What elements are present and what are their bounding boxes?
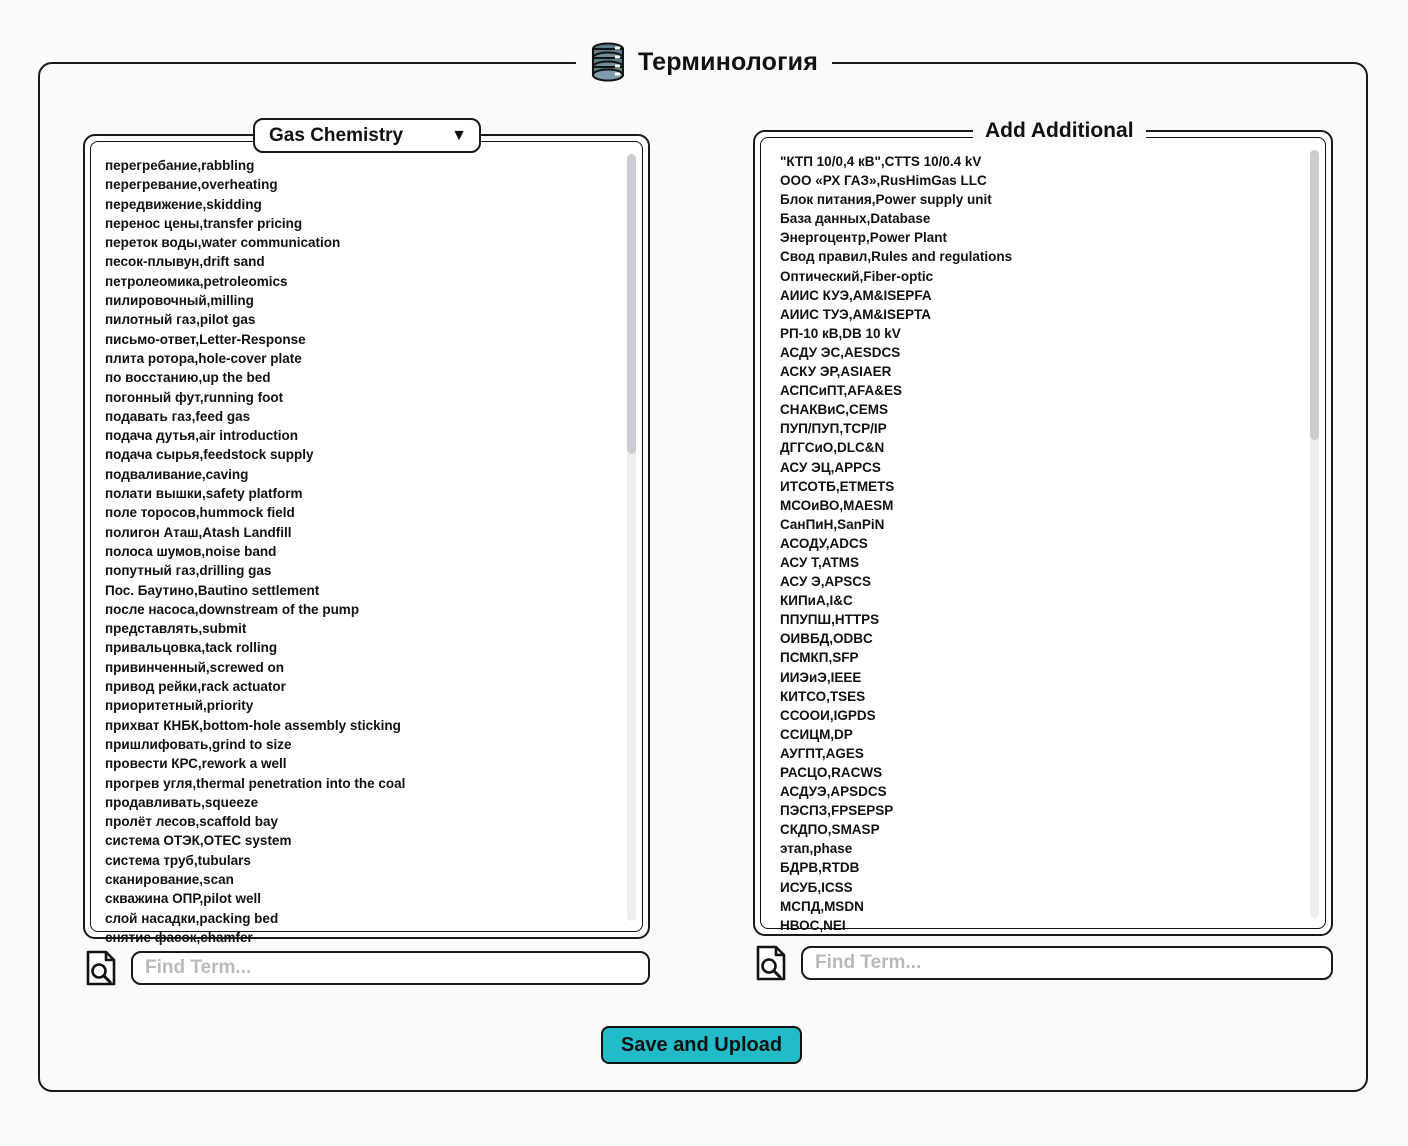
list-item[interactable]: продавливать,squeeze xyxy=(105,794,259,810)
list-item[interactable]: СанПиН,SanPiN xyxy=(780,516,885,532)
terminology-list[interactable] xyxy=(91,142,642,945)
page-title: Терминология xyxy=(637,47,819,76)
left-search-row xyxy=(83,949,650,987)
list-item[interactable]: МСПД,MSDN xyxy=(780,898,864,914)
list-item[interactable]: поле торосов,hummock field xyxy=(105,505,295,521)
list-item[interactable]: "КТП 10/0,4 кВ",CTTS 10/0.4 kV xyxy=(780,154,982,169)
add-additional-panel xyxy=(753,130,1333,936)
list-item[interactable]: прогрев угля,thermal penetration into the coal xyxy=(105,775,406,791)
list-item[interactable]: МСОиВО,MAESM xyxy=(780,497,894,513)
list-item[interactable]: петролеомика,petroleomics xyxy=(105,273,288,289)
list-item[interactable]: полоса шумов,noise band xyxy=(105,543,277,559)
list-item[interactable]: письмо-ответ,Letter-Response xyxy=(105,331,306,347)
list-item[interactable]: Оптический,Fiber-optic xyxy=(780,268,934,284)
search-document-icon[interactable] xyxy=(83,949,121,987)
list-item[interactable]: Свод правил,Rules and regulations xyxy=(780,249,1013,265)
list-item[interactable]: передвижение,skidding xyxy=(105,196,262,212)
add-additional-legend: Add Additional xyxy=(973,119,1146,143)
list-item[interactable]: АИИС ТУЭ,AM&ISEPTA xyxy=(780,306,931,322)
terminology-list-inner xyxy=(90,141,643,945)
list-item[interactable]: РАСЦО,RACWS xyxy=(780,765,883,780)
list-item[interactable]: ПУП/ПУП,TCP/IP xyxy=(780,421,887,437)
right-search-row xyxy=(753,944,1333,982)
category-dropdown-label: Gas Chemistry xyxy=(269,124,404,146)
list-item[interactable]: ООО «РХ ГАЗ»,RusHimGas LLC xyxy=(780,173,987,189)
list-item[interactable]: АУГПТ,AGES xyxy=(780,745,864,761)
list-item[interactable]: СНАКВиС,CEMS xyxy=(780,402,889,418)
list-item[interactable]: ССИЦМ,DP xyxy=(780,726,853,742)
list-item[interactable]: ОИВБД,ODBC xyxy=(780,631,873,647)
list-item[interactable]: подача дутья,air introduction xyxy=(105,428,299,444)
terminology-list-panel xyxy=(83,134,650,945)
list-item[interactable]: пришлифовать,grind to size xyxy=(105,736,292,752)
list-item[interactable]: Пос. Баутино,Bautino settlement xyxy=(105,582,320,598)
list-item[interactable]: полигон Аташ,Atash Landfill xyxy=(105,524,292,540)
list-item[interactable]: БДРВ,RTDB xyxy=(780,860,860,876)
list-item[interactable]: АСДУЭ,APSDCS xyxy=(780,784,887,800)
scrollbar-thumb[interactable] xyxy=(627,154,636,454)
chevron-down-icon: ▼ xyxy=(451,126,467,144)
list-item[interactable]: АСОДУ,ADCS xyxy=(780,535,868,551)
search-input[interactable] xyxy=(801,946,1333,980)
list-item[interactable]: АСКУ ЭР,ASIAER xyxy=(780,364,892,380)
terminology-list-scrollbar[interactable] xyxy=(627,154,636,921)
list-item[interactable]: представлять,submit xyxy=(105,621,247,637)
add-additional-inner xyxy=(760,137,1326,933)
list-item[interactable]: ССООИ,IGPDS xyxy=(780,707,876,723)
list-item[interactable]: перегребание,rabbling xyxy=(105,158,255,173)
list-item[interactable]: погонный фут,running foot xyxy=(105,389,284,405)
list-item[interactable]: пилотный газ,pilot gas xyxy=(105,312,256,328)
list-item[interactable]: привальцовка,tack rolling xyxy=(105,640,278,656)
list-item[interactable]: Энергоцентр,Power Plant xyxy=(780,230,948,246)
list-item[interactable]: перенос цены,transfer pricing xyxy=(105,215,303,231)
list-item[interactable]: после насоса,downstream of the pump xyxy=(105,601,360,617)
list-item[interactable]: привинченный,screwed on xyxy=(105,659,284,675)
list-item[interactable]: ИИЭиЭ,IEEE xyxy=(780,669,862,685)
list-item[interactable]: ПСМКП,SFP xyxy=(780,650,859,666)
list-item[interactable]: подваливание,caving xyxy=(105,466,249,482)
list-item[interactable]: КИПиА,I&C xyxy=(780,593,853,609)
list-item[interactable]: перегревание,overheating xyxy=(105,177,278,193)
list-item[interactable]: прихват КНБК,bottom-hole assembly sticking xyxy=(105,717,401,733)
list-item[interactable]: полати вышки,safety platform xyxy=(105,486,303,502)
list-item[interactable]: КИТСО,TSES xyxy=(780,688,866,704)
list-item[interactable]: по восстанию,up the bed xyxy=(105,370,271,386)
list-item[interactable]: НВОС,NEI xyxy=(780,917,846,933)
list-item[interactable]: ИСУБ,ICSS xyxy=(780,879,853,895)
list-item[interactable]: приоритетный,priority xyxy=(105,698,254,714)
list-item[interactable]: РП-10 кВ,DB 10 kV xyxy=(780,325,901,341)
list-item[interactable]: переток воды,water communication xyxy=(105,235,341,251)
additional-terms-list[interactable] xyxy=(761,138,1325,933)
list-item[interactable]: АСУ Э,APSCS xyxy=(780,574,871,590)
scrollbar-thumb[interactable] xyxy=(1310,150,1319,440)
search-input[interactable] xyxy=(131,951,650,985)
list-item[interactable]: провести КРС,rework a well xyxy=(105,756,287,772)
list-item[interactable]: подача сырья,feedstock supply xyxy=(105,447,314,463)
list-item[interactable]: подавать газ,feed gas xyxy=(105,408,251,424)
category-dropdown[interactable] xyxy=(253,118,481,153)
list-item[interactable]: АСУ ЭЦ,APPCS xyxy=(780,459,881,475)
list-item[interactable]: сканирование,scan xyxy=(105,871,234,887)
list-item[interactable]: плита ротора,hole-cover plate xyxy=(105,350,302,366)
window-title-bar xyxy=(576,42,832,82)
list-item[interactable]: ППУПШ,HTTPS xyxy=(780,612,880,628)
list-item[interactable]: система труб,tubulars xyxy=(105,852,251,868)
list-item[interactable]: АИИС КУЭ,AM&ISEPFA xyxy=(780,287,932,303)
list-item[interactable]: привод рейки,rack actuator xyxy=(105,679,286,695)
list-item[interactable]: попутный газ,drilling gas xyxy=(105,563,272,579)
list-item[interactable]: скважина ОПР,pilot well xyxy=(105,891,262,907)
list-item[interactable]: АСУ Т,ATMS xyxy=(780,554,860,570)
list-item[interactable]: слой насадки,packing bed xyxy=(105,910,279,926)
list-item[interactable]: Блок питания,Power supply unit xyxy=(780,192,992,208)
database-icon xyxy=(590,42,626,82)
list-item[interactable]: этап,phase xyxy=(780,841,853,857)
list-item[interactable]: СКДПО,SMASP xyxy=(780,822,880,838)
list-item[interactable]: ПЭСПЗ,FPSEPSP xyxy=(780,803,894,819)
list-item[interactable]: песок-плывун,drift sand xyxy=(105,254,265,270)
list-item[interactable]: ДГГСиО,DLC&N xyxy=(780,440,885,456)
search-document-icon[interactable] xyxy=(753,944,791,982)
list-item[interactable]: АСДУ ЭС,AESDCS xyxy=(780,344,901,360)
list-item[interactable]: система ОТЭК,OTEC system xyxy=(105,833,292,849)
list-item[interactable]: снятие фасок,chamfer xyxy=(105,929,253,945)
list-item[interactable]: База данных,Database xyxy=(780,211,931,227)
list-item[interactable]: пилировочный,milling xyxy=(105,293,254,309)
list-item[interactable]: пролёт лесов,scaffold bay xyxy=(105,814,279,830)
save-and-upload-button[interactable]: Save and Upload xyxy=(601,1026,802,1064)
additional-terms-scrollbar[interactable] xyxy=(1310,150,1319,918)
list-item[interactable]: АСПСиПТ,AFA&ES xyxy=(780,383,903,399)
list-item[interactable]: ИТСОТБ,ETMETS xyxy=(780,478,895,494)
